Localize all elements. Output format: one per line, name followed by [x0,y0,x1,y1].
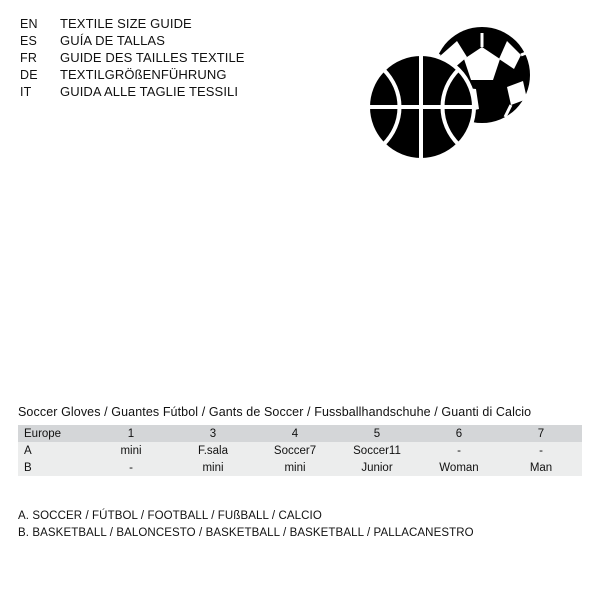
legend-row-de [20,66,340,83]
table-row [18,459,582,476]
footnote-a: A. SOCCER / FÚTBOL / FOOTBALL / FUßBALL / CALCIO [18,510,322,522]
language-code-en: EN [20,17,38,31]
header-cell-3: 3 [172,425,254,442]
legend-row-en [20,15,340,32]
cell-a-3: F.sala [172,442,254,459]
legend-row-es [20,32,340,49]
cell-a-5: Soccer11 [336,442,418,459]
language-text-it: GUIDA ALLE TAGLIE TESSILI [60,84,239,99]
cell-a-4: Soccer7 [254,442,336,459]
basketball-icon [368,54,474,160]
footnotes [18,508,578,542]
language-text-es: GUÍA DE TALLAS [60,33,165,48]
language-legend [20,15,340,100]
row-label-a: A [18,442,90,459]
footnote-b: B. BASKETBALL / BALONCESTO / BASKETBALL / BASKETBALL / PALLACANESTRO [18,527,474,539]
header-cell-4: 4 [254,425,336,442]
cell-b-1: - [90,459,172,476]
header-cell-6: 6 [418,425,500,442]
language-text-de: TEXTILGRÖßENFÜHRUNG [60,67,227,82]
language-text-en: TEXTILE SIZE GUIDE [60,16,192,31]
language-code-fr: FR [20,51,38,65]
size-table [18,425,582,476]
cell-a-1: mini [90,442,172,459]
cell-b-5: Junior [336,459,418,476]
cell-b-3: mini [172,459,254,476]
table-title: Soccer Gloves / Guantes Fútbol / Gants de Soccer / Fussballhandschuhe / Guanti di Calcio [18,405,532,419]
cell-b-7: Man [500,459,582,476]
balls-svg [355,25,555,165]
ball-illustration [355,25,555,165]
table-row [18,442,582,459]
row-label-b: B [18,459,90,476]
cell-b-6: Woman [418,459,500,476]
header-cell-5: 5 [336,425,418,442]
language-text-fr: GUIDE DES TAILLES TEXTILE [60,50,245,65]
header-cell-1: 1 [90,425,172,442]
language-code-es: ES [20,34,38,48]
language-code-de: DE [20,68,38,82]
cell-b-4: mini [254,459,336,476]
header-cell-7: 7 [500,425,582,442]
size-table-section [18,405,582,476]
cell-a-7: - [500,442,582,459]
language-code-it: IT [20,85,32,99]
legend-row-it [20,83,340,100]
cell-a-6: - [418,442,500,459]
header-cell-europe: Europe [18,425,90,442]
legend-row-fr [20,49,340,66]
table-header-row [18,425,582,442]
